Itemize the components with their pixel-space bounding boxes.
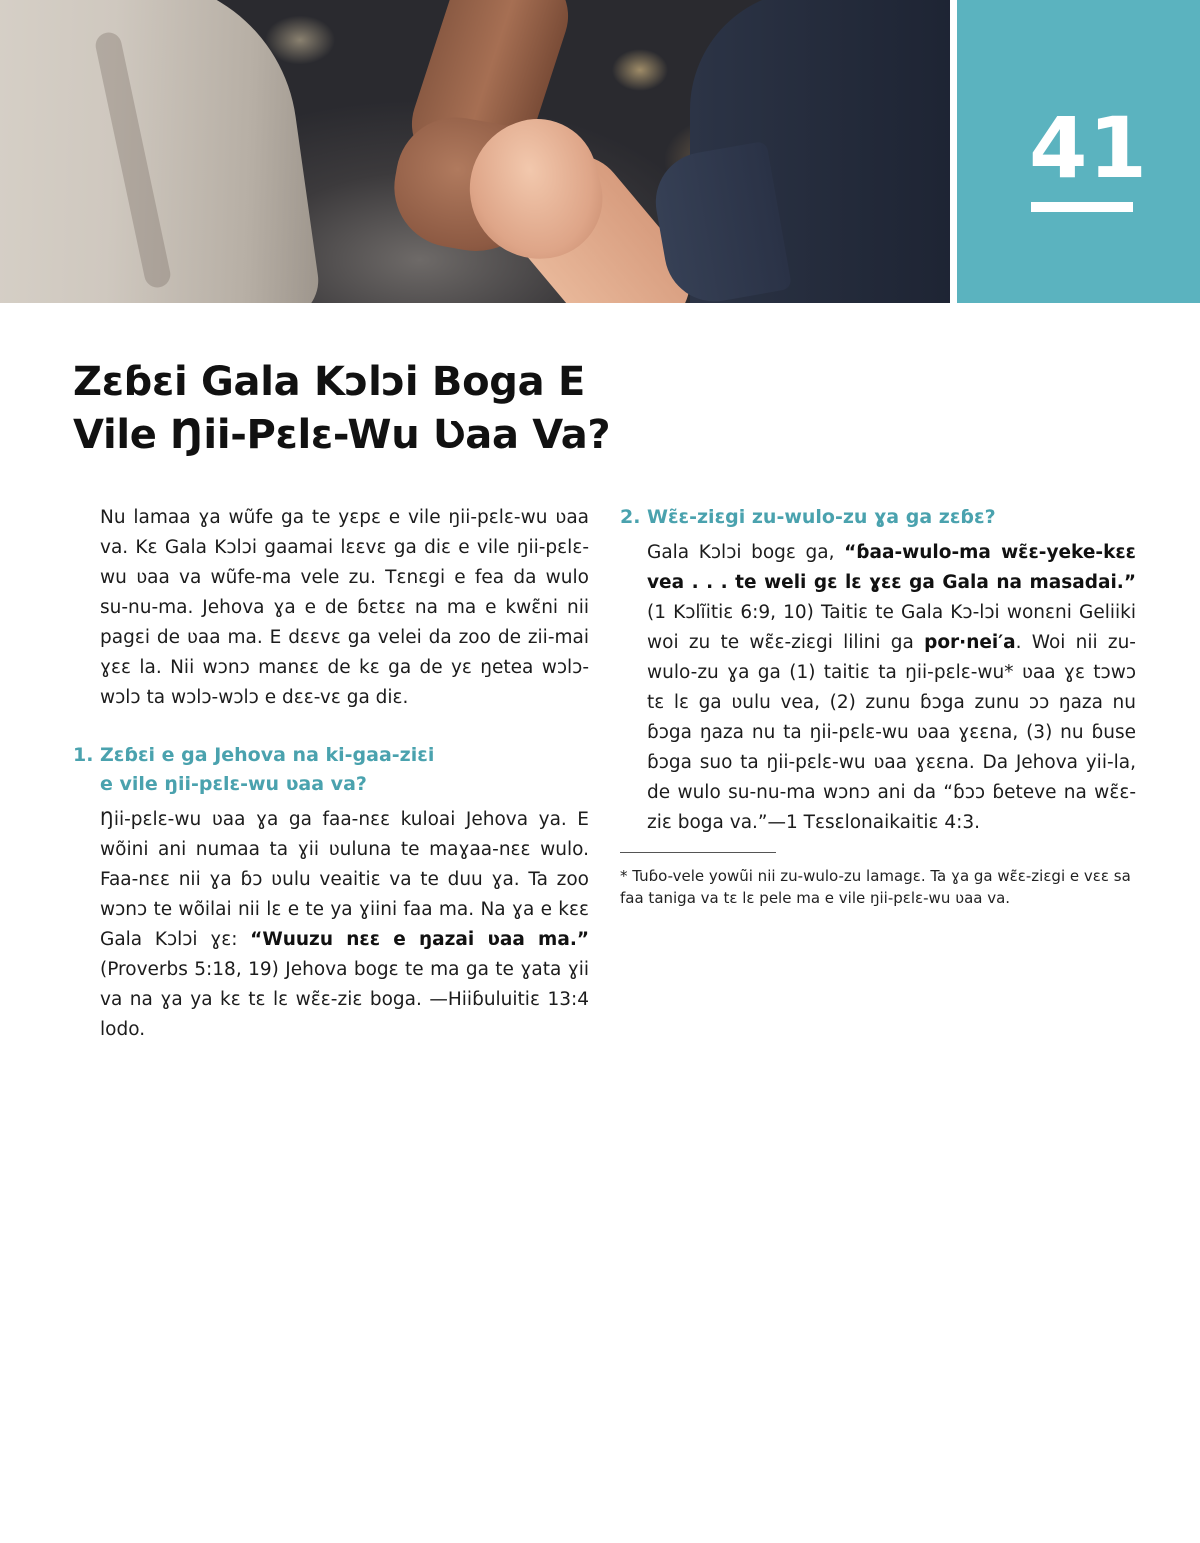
answer-text: (Proverbs 5:18, 19) Jehova bogɛ te ma ga te ɣata ɣii va na ɣa ya kɛ tɛ lɛ wɛ̃ɛ-ziɛ boga. —Hiiɓuluitiɛ 13:4 lodo.: [100, 959, 589, 1040]
page-title-line-2: Vile Ŋii-Pɛlɛ-Wu Ʋaa Va?: [73, 412, 611, 458]
scripture-quote: “ɓaa-wulo-ma wɛ̃ɛ-yeke-kɛɛ vea . . . te weli gɛ lɛ ɣɛɛ ga Gala na masadai.”: [647, 542, 1136, 593]
header-photo: [0, 0, 950, 303]
lesson-number-underline: [1031, 202, 1133, 212]
question-text: Wɛ̃ɛ-ziɛgi zu-wulo-zu ɣa ga zɛɓɛ?: [647, 506, 996, 528]
answer-text: . Woi nii zu-wulo-zu ɣa ga (1) taitiɛ ta ŋii-pɛlɛ-wu* ʋaa ɣɛ tɔwɔ tɛ lɛ ga ʋulu vea, (2) zunu ɓɔga zunu ɔɔ ŋaza nu ɓɔga ŋaza nu ta ŋii-pɛlɛ-wu ʋaa ɣɛɛna, (3) nu ɓuse ɓɔga suo ta ŋii-pɛlɛ-wu ʋaa ɣɛɛna. Da Jehova yii-la, de wulo su-nu-ma wɔnɔ ani da “ɓɔɔ ɓeteve na wɛ̃ɛ-ziɛ boga va.”—1 Tɛsɛlonaikaitiɛ 4:3.: [647, 632, 1136, 833]
lesson-number-badge: [957, 0, 1200, 303]
answer-text: (1 Kɔlĩitiɛ 6:9, 10) Taitiɛ te Gala Kɔ-lɔi wonɛni Geliiki woi zu te wɛ̃ɛ-ziɛgi lilini ga: [647, 602, 1136, 653]
footnote-divider: [620, 852, 776, 853]
page-title: [73, 356, 873, 462]
answer-text: Ŋii-pɛlɛ-wu ʋaa ɣa ga faa-nɛɛ kuloai Jehova ya. E wõini ani numaa ta ɣii ʋuluna te maɣaa-nɛɛ wulo. Faa-nɛɛ nii ɣa ɓɔ ʋulu veaitiɛ va te duu ɣa. Ta zoo wɔnɔ te wõilai nii lɛ e te ya ɣiini faa ma. Na ɣa e kɛɛ Gala Kɔlɔi ɣɛ:: [100, 809, 589, 950]
question-heading-2: [620, 503, 1136, 532]
page-title-line-1: Zɛɓɛi Gala Kɔlɔi Boga E: [73, 359, 585, 405]
question-number: 2.: [620, 506, 641, 528]
answer-paragraph-2: [647, 538, 1136, 838]
question-heading-1: [73, 741, 589, 799]
greek-term: por·nei′a: [924, 632, 1016, 653]
question-text: Zɛɓɛi e ga Jehova na ki-gaa-ziɛi e vile ŋii-pɛlɛ-wu ʋaa va?: [100, 744, 435, 795]
left-column: [73, 503, 589, 1045]
scripture-quote: “Wuuzu nɛɛ e ŋazai ʋaa ma.”: [250, 929, 590, 950]
answer-paragraph-1: [100, 805, 589, 1045]
question-number: 1.: [73, 744, 94, 766]
lesson-number: 41: [1029, 99, 1148, 197]
answer-text: Gala Kɔlɔi bogɛ ga,: [647, 542, 845, 563]
intro-paragraph: Nu lamaa ɣa wũfe ga te yɛpɛ e vile ŋii-pɛlɛ-wu ʋaa va. Kɛ Gala Kɔlɔi gaamai lɛɛvɛ ga diɛ e vile ŋii-pɛlɛ-wu ʋaa va wũfe-ma vele zu. Tɛnɛgi e fea da wulo su-nu-ma. Jehova ɣa e de ɓɛtɛɛ na ma e kwɛ̃ni nii pagɛi de ʋaa ma. E dɛɛvɛ ga velei da zoo de zii-mai ɣɛɛ la. Nii wɔnɔ manɛɛ de kɛ ga de yɛ ŋetea wɔlɔ-wɔlɔ ta wɔlɔ-wɔlɔ e dɛɛ-vɛ ga diɛ.: [100, 507, 589, 708]
footnote: * Tuɓo-vele yowũi nii zu-wulo-zu lamagɛ. Ta ɣa ga wɛ̃ɛ-ziɛgi e vɛɛ sa faa taniga va tɛ lɛ pele ma e vile ŋii-pɛlɛ-wu ʋaa va.: [620, 867, 1131, 907]
right-column: [620, 503, 1136, 909]
